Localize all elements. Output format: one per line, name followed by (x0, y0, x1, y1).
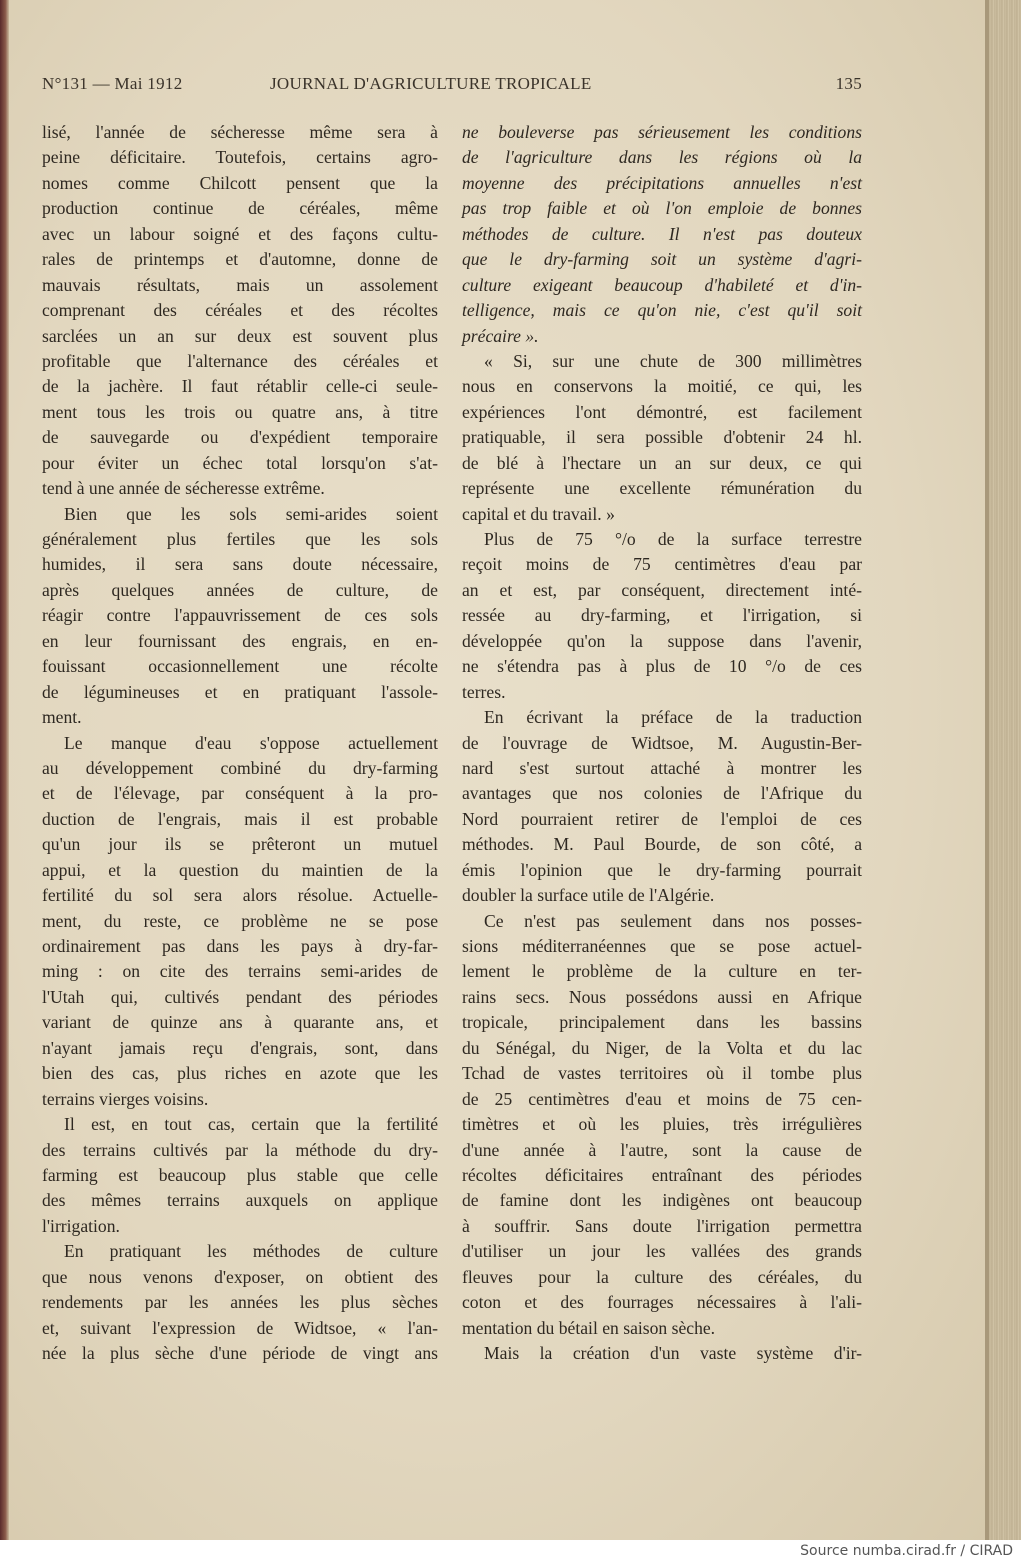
text-line: à souffrir. Sans doute l'irrigation permettra (462, 1215, 862, 1236)
text-line: appui, et la question du maintien de la (42, 859, 438, 880)
text-line: l'irrigation. (42, 1215, 120, 1236)
text-line: lement le problème de la culture en ter- (462, 961, 862, 982)
text-line: moyenne des précipitations annuelles n'est (462, 172, 862, 193)
text-line: Plus de 75 °/o de la surface terrestre (484, 529, 862, 549)
text-line: l'Utah qui, cultivés pendant des périodes (42, 986, 438, 1007)
text-line: que le dry-farming soit un système d'agri- (462, 249, 862, 270)
text-line: profitable que l'alternance des céréales et (42, 350, 438, 371)
text-line: de la jachère. Il faut rétablir celle-ci seule- (42, 376, 438, 397)
text-line: Ce n'est pas seulement dans nos posses- (484, 910, 862, 931)
text-line: peine déficitaire. Toutefois, certains agro- (42, 147, 438, 168)
text-line: généralement plus fertiles que les sols (42, 529, 438, 549)
source-credit: Source numba.cirad.fr / CIRAD (800, 1543, 1013, 1559)
text-line: comprenant des céréales et des récoltes (42, 300, 438, 321)
text-line: mentation du bétail en saison sèche. (462, 1317, 716, 1338)
text-line: Mais la création d'un vaste système d'ir- (484, 1343, 862, 1363)
journal-title: JOURNAL D'AGRICULTURE TROPICALE (270, 74, 592, 93)
text-line: après quelques années de culture, de (42, 579, 438, 600)
text-column-right (462, 120, 862, 1366)
text-line: farming est beaucoup plus stable que celle (42, 1164, 438, 1185)
text-line: en leur fournissant des engrais, en en- (42, 630, 438, 651)
text-line: an et est, par conséquent, directement inté- (462, 579, 862, 600)
text-line: réagir contre l'appauvrissement de ces sols (42, 605, 438, 626)
text-line: Le manque d'eau s'oppose actuellement (64, 732, 438, 753)
text-line: sarclées un an sur deux est souvent plus (42, 325, 438, 346)
text-line: pas trop faible et où l'on emploie de bonnes (462, 198, 862, 219)
text-line: terrains vierges voisins. (42, 1088, 209, 1109)
text-line: récoltes déficitaires entraînant des périodes (462, 1164, 862, 1185)
text-line: Il est, en tout cas, certain que la fertilité (64, 1114, 438, 1135)
text-line: des mêmes terrains auxquels on applique (42, 1190, 438, 1211)
text-line: coton et des fourrages nécessaires à l'ali- (462, 1292, 862, 1313)
paragraph (42, 1112, 438, 1239)
text-line: timètres et où les pluies, très irrégulières (462, 1114, 862, 1135)
text-line: que nous venons d'exposer, on obtient des (42, 1266, 438, 1287)
text-line: méthodes. M. Paul Bourde, de son côté, a (462, 834, 862, 855)
text-line: production continue de céréales, même (42, 198, 438, 219)
text-line: rendements par les années les plus sèches (42, 1292, 438, 1313)
text-line: doubler la surface utile de l'Algérie. (462, 885, 715, 906)
text-line: bien des cas, plus riches en azote que les (42, 1063, 438, 1084)
text-line: telligence, mais ce qu'on nie, c'est qu'il soit (462, 300, 862, 321)
text-line: expériences l'ont démontré, est facilement (462, 401, 862, 422)
text-line: avec un labour soigné et des façons cultu- (42, 223, 438, 244)
text-line: et de l'élevage, par conséquent à la pro- (42, 783, 438, 804)
text-line: n'ayant jamais reçu d'engrais, sont, dans (42, 1037, 438, 1058)
text-line: terres. (462, 681, 506, 702)
text-line: mauvais résultats, mais un assolement (42, 274, 438, 295)
text-line: En pratiquant les méthodes de culture (64, 1241, 438, 1262)
text-line: lisé, l'année de sécheresse même sera à (42, 122, 438, 142)
text-line: d'utiliser un jour les vallées des grands (462, 1241, 862, 1262)
text-line: nomes comme Chilcott pensent que la (42, 172, 438, 193)
text-line: d'une année à l'autre, sont la cause de (462, 1139, 862, 1160)
text-line: tend à une année de sécheresse extrême. (42, 478, 325, 499)
text-line: du Sénégal, du Niger, de la Volta et du lac (462, 1037, 862, 1058)
text-line: de légumineuses et en pratiquant l'assole- (42, 681, 438, 702)
paragraph (42, 120, 438, 502)
paragraph (462, 705, 862, 909)
text-line: ne bouleverse pas sérieusement les conditions (462, 122, 862, 142)
text-line: précaire ». (462, 325, 539, 346)
text-line: Tchad de vastes territoires où il tombe plus (462, 1063, 862, 1084)
text-line: représente une excellente rémunération du (462, 478, 862, 499)
text-line: ment. (42, 707, 82, 728)
running-header (42, 74, 862, 100)
text-line: fouissant occasionnellement une récolte (42, 656, 438, 677)
text-line: rains secs. Nous possédons aussi en Afrique (462, 986, 862, 1007)
text-line: qu'un jour ils se prêteront un mutuel (42, 834, 438, 855)
text-line: duction de l'engrais, mais il est probable (42, 808, 438, 829)
paragraph (42, 1239, 438, 1366)
text-line: rales de printemps et d'automne, donne de (42, 249, 438, 270)
text-line: sions méditerranéennes que se pose actuel- (462, 936, 862, 956)
paragraph (462, 527, 862, 705)
text-line: pour éviter un échec total lorsqu'on s'at- (42, 452, 438, 473)
text-line: des terrains cultivés par la méthode du dry- (42, 1139, 438, 1160)
text-line: ne s'étendra pas à plus de 10 °/o de ces (462, 656, 862, 677)
text-line: et, suivant l'expression de Widtsoe, « l'an- (42, 1317, 438, 1338)
text-line: ment tous les trois ou quatre ans, à titre (42, 401, 438, 422)
paragraph (462, 909, 862, 1341)
text-line: capital et du travail. » (462, 503, 615, 524)
binding-edge (0, 0, 9, 1540)
text-line: de blé à l'hectare un an sur deux, ce qui (462, 452, 862, 473)
text-column-left (42, 120, 438, 1366)
text-line: émis l'opinion que le dry-farming pourrait (462, 859, 862, 880)
text-line: de famine dont les indigènes ont beaucoup (462, 1190, 862, 1211)
text-line: ordinairement pas dans les pays à dry-far- (42, 936, 438, 956)
text-line: ment, du reste, ce problème ne se pose (42, 910, 438, 931)
text-line: née la plus sèche d'une période de vingt ans (42, 1343, 438, 1363)
text-line: Nord pourraient retirer de l'emploi de ces (462, 808, 862, 829)
text-line: Bien que les sols semi-arides soient (64, 503, 438, 524)
page-number: 135 (835, 74, 862, 93)
text-line: de sauvegarde ou d'expédient temporaire (42, 427, 438, 448)
text-line: de l'ouvrage de Widtsoe, M. Augustin-Ber- (462, 732, 862, 753)
page-edges (985, 0, 1021, 1540)
text-line: au développement combiné du dry-farming (42, 757, 438, 778)
text-line: fleuves pour la culture des céréales, du (462, 1266, 862, 1287)
text-line: ressée au dry-farming, et l'irrigation, si (462, 605, 862, 626)
text-line: humides, il sera sans doute nécessaire, (42, 554, 438, 575)
text-line: développée qu'on la suppose dans l'avenir, (462, 630, 862, 651)
text-line: fertilité du sol sera alors résolue. Actuelle- (42, 885, 438, 906)
text-line: méthodes de culture. Il n'est pas douteux (462, 223, 862, 244)
text-line: culture exigeant beaucoup d'habileté et d'in- (462, 274, 862, 295)
paragraph (462, 349, 862, 527)
text-line: de l'agriculture dans les régions où la (462, 147, 862, 168)
paragraph (462, 120, 862, 349)
text-line: variant de quinze ans à quarante ans, et (42, 1012, 438, 1033)
text-line: avantages que nos colonies de l'Afrique du (462, 783, 862, 804)
text-line: ming : on cite des terrains semi-arides de (42, 961, 438, 982)
text-line: nard s'est surtout attaché à montrer les (462, 757, 862, 778)
paragraph (462, 1341, 862, 1366)
text-line: tropicale, principalement dans les bassins (462, 1012, 862, 1033)
paragraph (42, 731, 438, 1113)
text-line: reçoit moins de 75 centimètres d'eau par (462, 554, 862, 575)
paragraph (42, 502, 438, 731)
text-line: pratiquable, il sera possible d'obtenir 24 hl. (462, 427, 862, 448)
text-line: « Si, sur une chute de 300 millimètres (484, 350, 862, 371)
text-line: de 25 centimètres d'eau et moins de 75 cen- (462, 1088, 862, 1109)
text-line: En écrivant la préface de la traduction (484, 707, 862, 728)
text-line: nous en conservons la moitié, ce qui, les (462, 376, 862, 397)
issue-number: N°131 — Mai 1912 (42, 74, 183, 93)
